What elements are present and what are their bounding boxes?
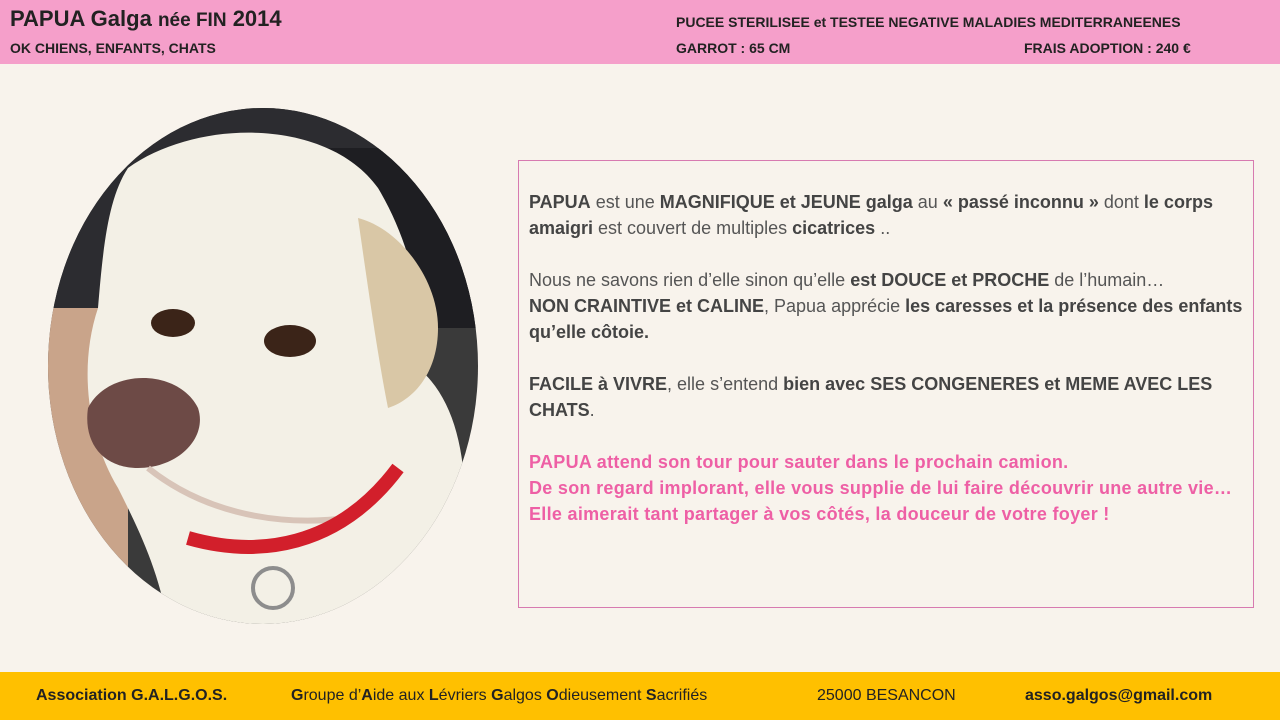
health-status: PUCEE STERILISEE et TESTEE NEGATIVE MALADIES MEDITERRANEENES bbox=[676, 14, 1181, 30]
adoption-fee: FRAIS ADOPTION : 240 € bbox=[1024, 40, 1191, 56]
adoption-appeal: PAPUA attend son tour pour sauter dans le prochain camion. De son regard implorant, elle vous supplie de lui faire découvrir une autre vie… Elle aimerait tant partager à vos côtés, la douceur de votre foyer ! bbox=[529, 452, 1233, 524]
dog-photo bbox=[48, 108, 478, 624]
birth-label: née FIN bbox=[157, 10, 227, 31]
description-paragraph-2: Nous ne savons rien d’elle sinon qu’elle est DOUCE et PROCHE de l’humain… NON CRAINTIVE et CALINE, Papua apprécie les caresses et la présence des enfants qu’elle côtoie. bbox=[529, 270, 1243, 342]
compatibility-line: OK CHIENS, ENFANTS, CHATS bbox=[10, 40, 216, 56]
description-paragraph-1: PAPUA est une MAGNIFIQUE et JEUNE galga au « passé inconnu » dont le corps amaigri est couvert de multiples cicatrices .. bbox=[529, 192, 1213, 238]
association-city: 25000 BESANCON bbox=[817, 687, 956, 704]
dog-illustration bbox=[48, 108, 478, 624]
dog-name: PAPUA Galga bbox=[10, 6, 152, 31]
description-paragraph-3: FACILE à VIVRE, elle s’entend bien avec SES CONGENERES et MEME AVEC LES CHATS. bbox=[529, 374, 1213, 420]
description-box bbox=[518, 160, 1254, 608]
contact-email: asso.galgos@gmail.com bbox=[1025, 687, 1213, 704]
dog-title bbox=[10, 6, 282, 32]
association-acronym-meaning: Groupe d’Aide aux Lévriers Galgos Odieusement Sacrifiés bbox=[291, 687, 708, 704]
association-name: Association G.A.L.G.O.S. bbox=[36, 687, 228, 704]
header-banner bbox=[0, 0, 1280, 64]
footer-banner bbox=[0, 672, 1280, 720]
birth-year: 2014 bbox=[232, 6, 282, 31]
garrot-height: GARROT : 65 CM bbox=[676, 40, 791, 56]
